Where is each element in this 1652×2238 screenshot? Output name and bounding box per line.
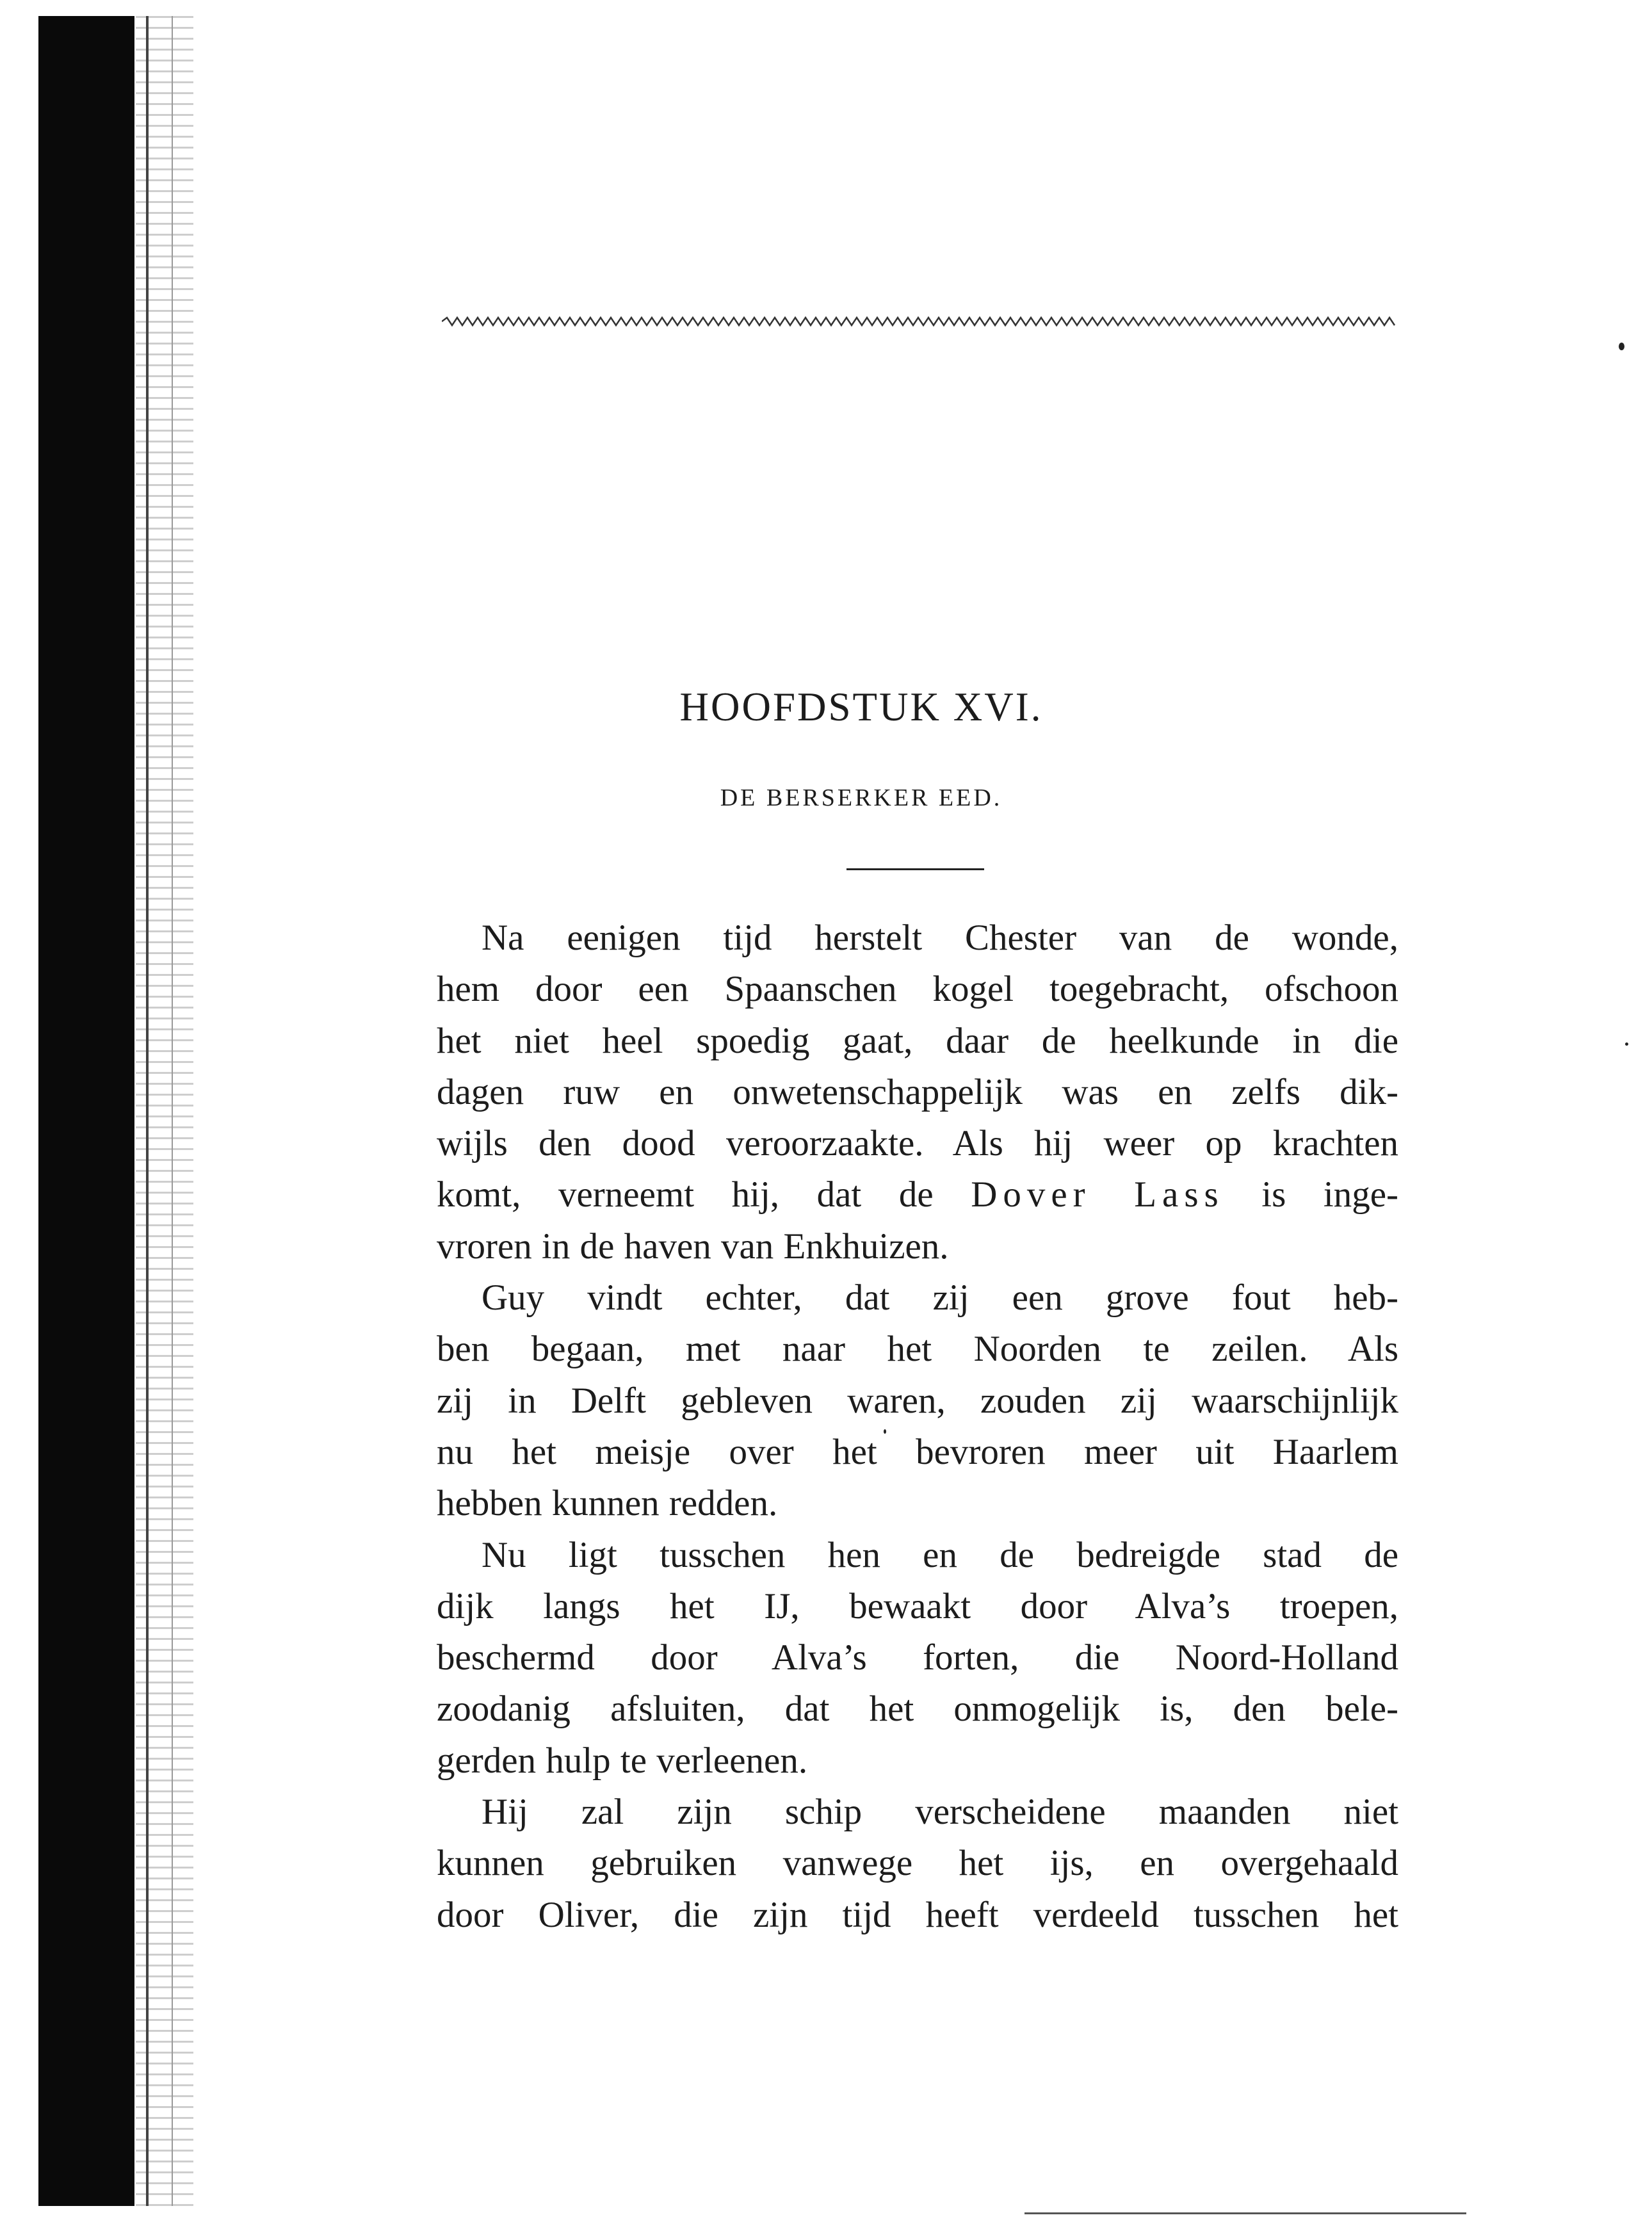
text-fragment: komt, verneemt hij, dat de — [437, 1174, 971, 1215]
text-fragment: is inge- — [1224, 1174, 1398, 1215]
text-line: zij in Delft gebleven waren, zouden zij waarschijnlijk — [437, 1380, 1398, 1421]
binding-line-secondary — [172, 16, 173, 2206]
wavy-ornament — [442, 315, 1396, 328]
text-line: zoodanig afsluiten, dat het onmogelijk is, den bele- — [437, 1689, 1398, 1730]
text-line: Nu ligt tusschen hen en de bedreigde stad de — [482, 1534, 1398, 1575]
body-text — [437, 912, 1398, 1941]
chapter-subtitle: DE BERSERKER EED. — [720, 784, 1003, 811]
text-line: Guy vindt echter, dat zij een grove fout heb- — [482, 1277, 1398, 1318]
wavy-ornament-icon — [442, 315, 1396, 328]
scan-bottom-rule — [1024, 2212, 1466, 2214]
text-line — [437, 1169, 1398, 1220]
scan-speck — [1625, 1042, 1628, 1046]
text-line: vroren in de haven van Enkhuizen. — [437, 1226, 949, 1267]
text-line: beschermd door Alva’s forten, die Noord-Holland — [437, 1637, 1398, 1678]
text-line: het niet heel spoedig gaat, daar de heelkunde in die — [437, 1020, 1398, 1061]
text-line: nu het meisje over het bevroren meer uit Haarlem — [437, 1431, 1398, 1472]
text-line: Hij zal zijn schip verscheidene maanden niet — [482, 1792, 1398, 1833]
text-line: wijls den dood veroorzaakte. Als hij weer op krachten — [437, 1123, 1398, 1164]
binding-edge — [136, 16, 193, 2206]
binding-line — [146, 16, 149, 2206]
text-line: hem door een Spaanschen kogel toegebracht, ofschoon — [437, 969, 1398, 1010]
text-line: gerden hulp te verleenen. — [437, 1740, 808, 1781]
text-line: ben begaan, met naar het Noorden te zeilen. Als — [437, 1329, 1398, 1370]
title-divider — [846, 868, 984, 870]
text-line: door Oliver, die zijn tijd heeft verdeeld tusschen het — [437, 1894, 1398, 1935]
text-line: hebben kunnen redden. — [437, 1483, 778, 1524]
text-line: kunnen gebruiken vanwege het ijs, en overgehaald — [437, 1843, 1398, 1884]
ship-name: Dover Lass — [971, 1174, 1224, 1215]
binding-shadow — [38, 16, 134, 2206]
text-line: Na eenigen tijd herstelt Chester van de wonde, — [482, 918, 1398, 958]
text-line: dagen ruw en onwetenschappelijk was en zelfs dik- — [437, 1071, 1398, 1112]
text-line: dijk langs het IJ, bewaakt door Alva’s troepen, — [437, 1585, 1398, 1626]
chapter-title: HOOFDSTUK XVI. — [679, 685, 1043, 729]
scan-speck — [1619, 343, 1624, 350]
